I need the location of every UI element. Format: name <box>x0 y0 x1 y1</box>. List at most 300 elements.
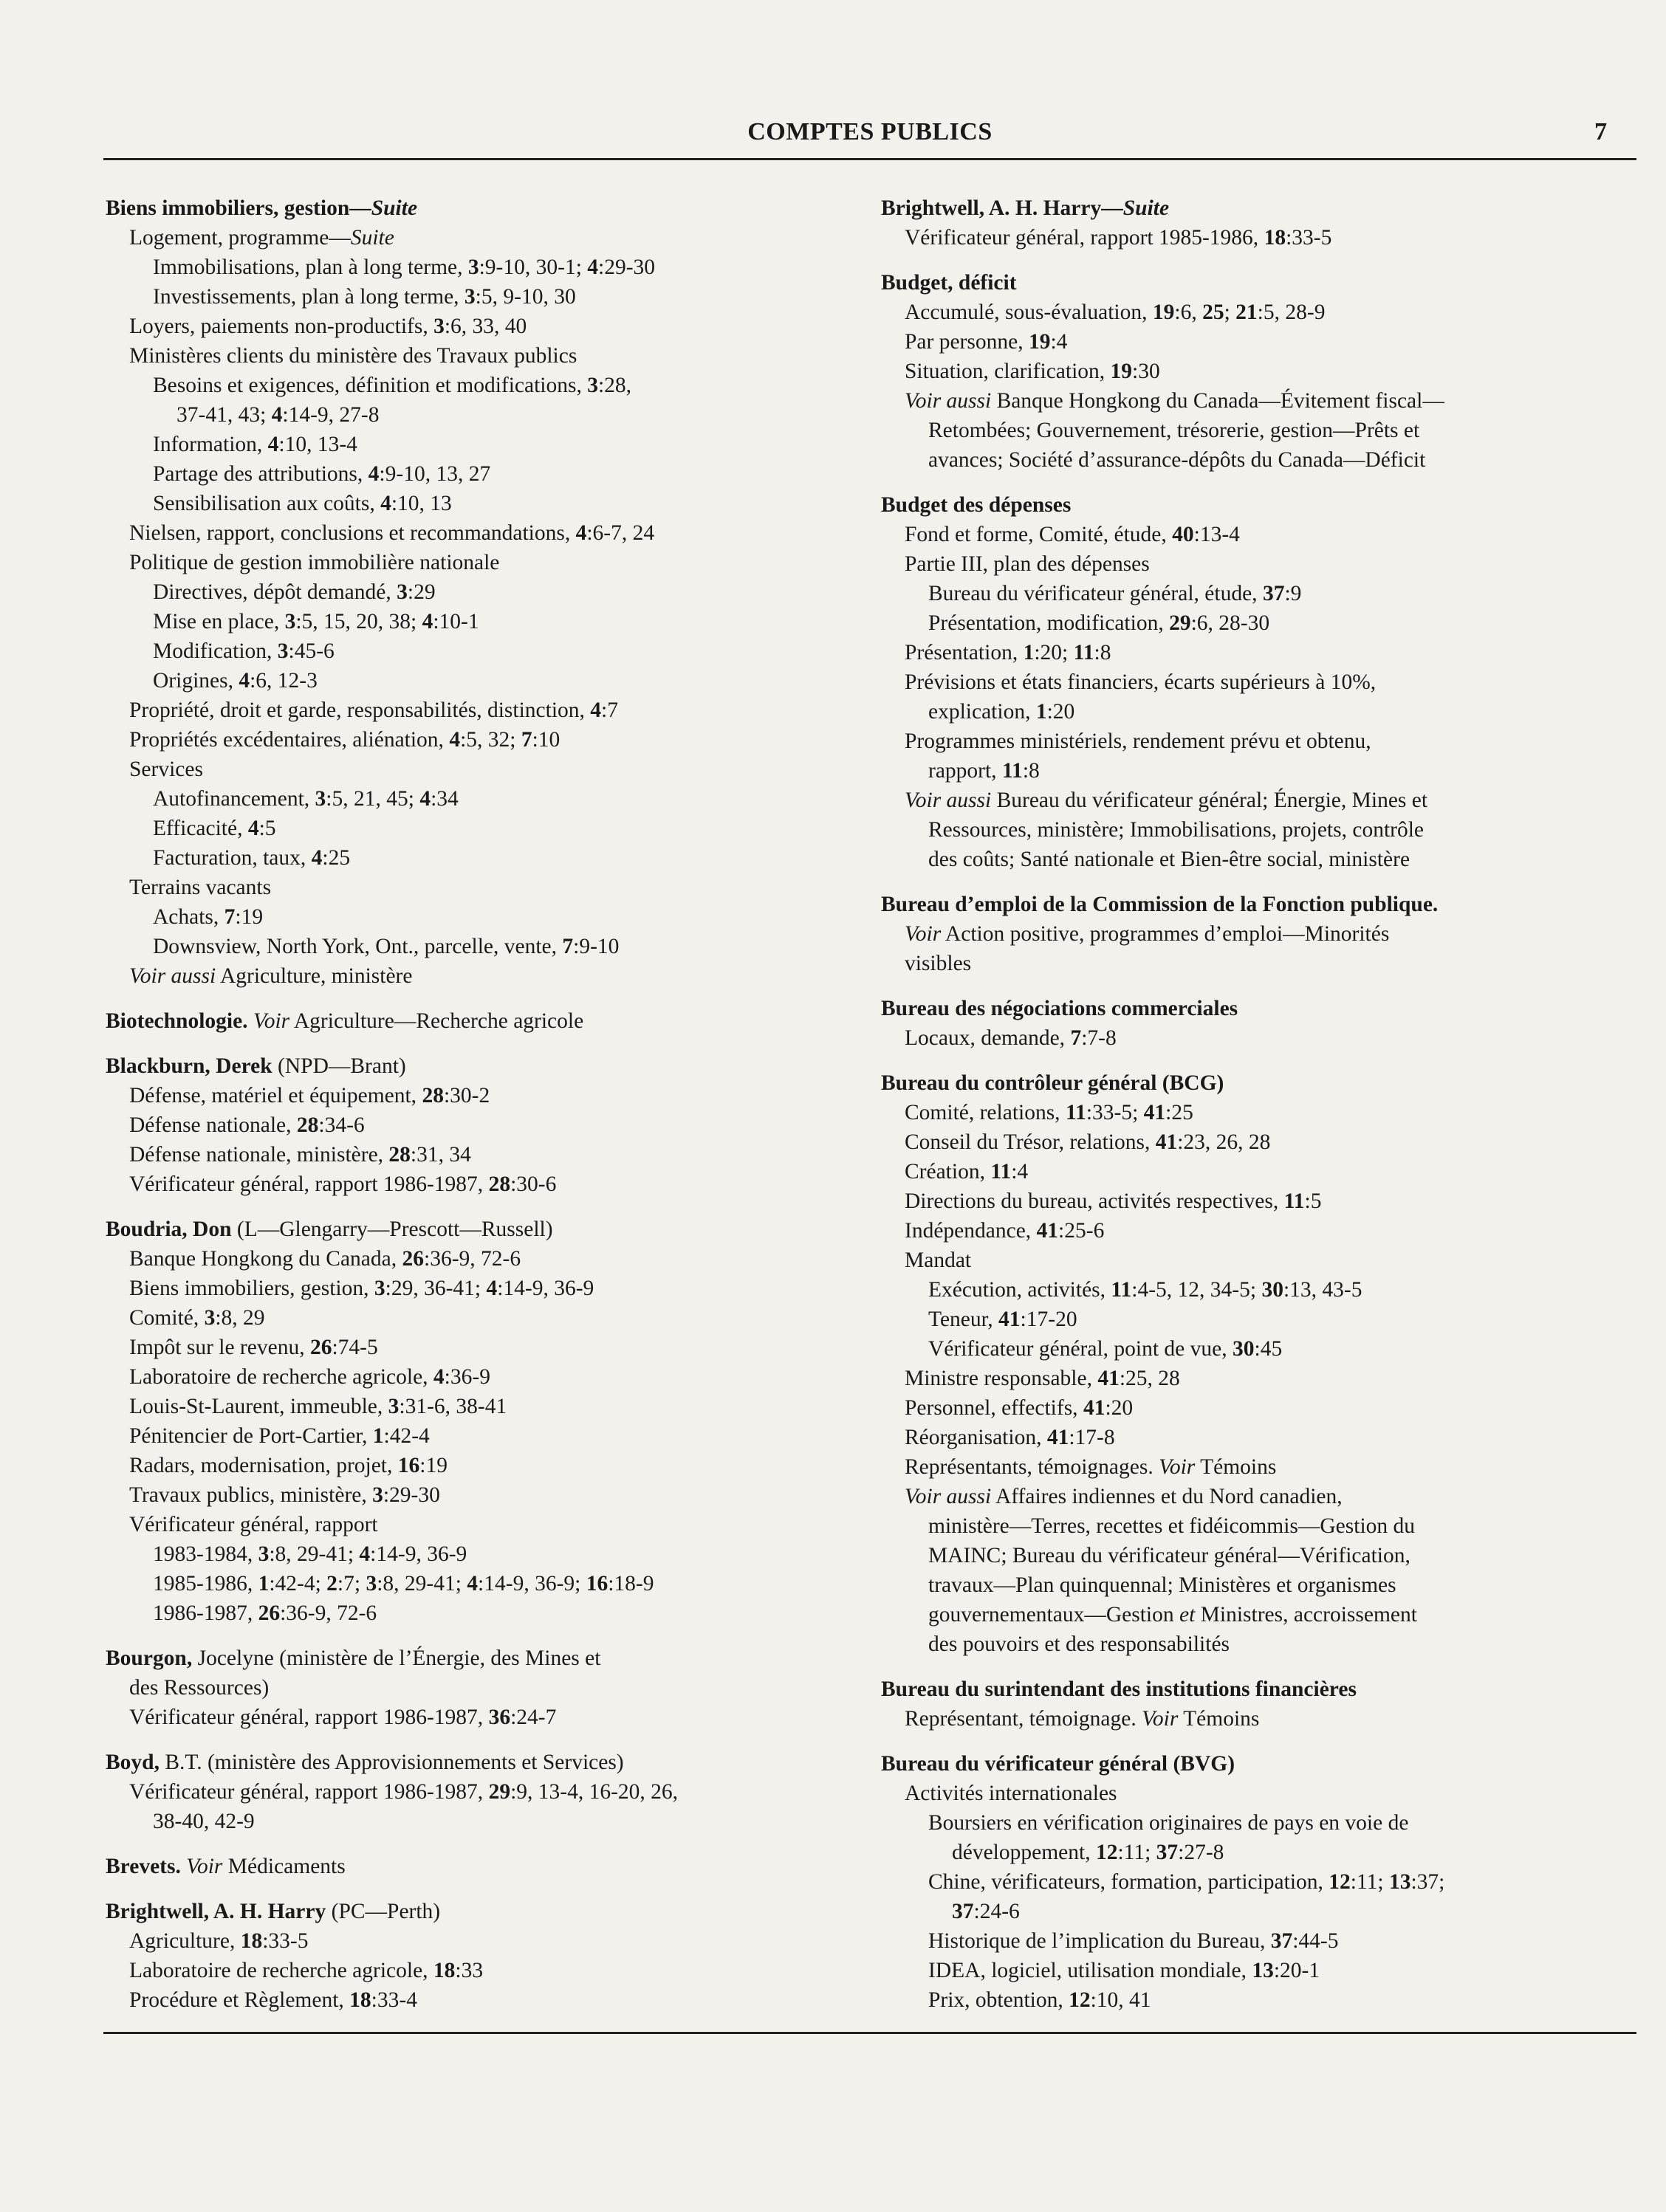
text-run: visibles <box>905 952 972 975</box>
text-run: :42-4 <box>383 1424 430 1448</box>
text-run: Biotechnologie. <box>106 1009 248 1033</box>
text-run: 4 <box>311 846 323 870</box>
index-entry <box>881 268 1634 475</box>
index-subentry-line <box>106 1777 881 1807</box>
text-run: Voir <box>186 1855 223 1878</box>
index-subentry-line <box>106 1274 881 1303</box>
index-heading-line <box>881 268 1634 298</box>
text-run: Prévisions et états financiers, écarts supérieurs à 10%, <box>905 670 1377 694</box>
text-run: Partie III, plan des dépenses <box>905 552 1150 576</box>
index-subentry-line <box>106 755 881 784</box>
index-subentry-line <box>106 1169 881 1199</box>
text-run: Origines, <box>153 669 239 693</box>
text-run: 7 <box>1070 1026 1082 1050</box>
text-run: Défense nationale, <box>129 1113 297 1137</box>
text-run: Vérificateur général, point de vue, <box>928 1337 1233 1361</box>
index-subentry-line <box>881 386 1634 416</box>
index-subentry-line <box>881 1305 1634 1334</box>
text-run: :10, 41 <box>1090 1988 1151 2012</box>
text-run: 28 <box>388 1143 411 1167</box>
text-run: :14-9, 36-9 <box>497 1277 594 1300</box>
text-run: 41 <box>1083 1396 1105 1420</box>
index-subentry-line <box>881 815 1634 845</box>
text-run: Prix, obtention, <box>928 1988 1069 2012</box>
text-run: :9, 13-4, 16-20, 26, <box>510 1780 679 1804</box>
text-run: Voir aussi <box>129 964 216 988</box>
index-subentry-line <box>106 1140 881 1169</box>
text-run: :10-1 <box>433 610 479 633</box>
text-run: 4 <box>590 698 602 722</box>
text-run: 12 <box>1329 1870 1351 1894</box>
index-entry <box>881 193 1634 253</box>
index-subentry-line <box>881 1511 1634 1541</box>
index-subentry-line <box>881 1867 1634 1897</box>
text-run: :5, 32; <box>460 728 521 752</box>
text-run: Modification, <box>153 639 278 663</box>
text-run: des pouvoirs et des responsabilités <box>928 1632 1230 1656</box>
index-subentry-line <box>106 843 881 873</box>
index-subentry-line <box>106 725 881 755</box>
index-subentry-line <box>106 1956 881 1985</box>
index-subentry-line <box>106 459 881 489</box>
text-run: Loyers, paiements non-productifs, <box>129 315 434 338</box>
text-run: 7 <box>224 905 236 929</box>
text-run: Voir <box>1159 1455 1196 1479</box>
text-run: Voir <box>1142 1707 1179 1731</box>
text-run: 41 <box>1143 1101 1166 1124</box>
text-run: :33-4 <box>371 1988 417 2012</box>
text-run: :20-1 <box>1273 1959 1320 1982</box>
text-run: 4 <box>359 1542 371 1566</box>
text-run: :5, 9-10, 30 <box>475 285 576 309</box>
text-run: :24-7 <box>510 1706 557 1729</box>
text-run: :6, 12-3 <box>250 669 318 693</box>
index-entry <box>881 1068 1634 1659</box>
text-run: :8, 29-41; <box>269 1542 360 1566</box>
text-run: :9 <box>1284 582 1302 605</box>
text-run: 3 <box>277 639 289 663</box>
index-subentry-line <box>881 298 1634 327</box>
text-run: 37 <box>1270 1929 1293 1953</box>
page-number: 7 <box>1594 118 1607 145</box>
text-run: 3 <box>388 1395 400 1418</box>
text-run: :7 <box>601 698 618 722</box>
text-run: Besoins et exigences, définition et modifications, <box>153 374 588 397</box>
index-subentry-line <box>106 1110 881 1140</box>
text-run: 3 <box>284 610 296 633</box>
text-run: Voir aussi <box>905 1485 992 1508</box>
text-run: Agriculture, ministère <box>216 964 413 988</box>
text-run: 16 <box>397 1454 420 1477</box>
text-run: :6, <box>1174 300 1203 324</box>
index-heading-line <box>106 1852 881 1881</box>
text-run: :11; <box>1350 1870 1389 1894</box>
text-run: :13-4 <box>1193 523 1240 546</box>
index-subentry-line <box>106 1985 881 2015</box>
text-run: Bureau d’emploi de la Commission de la Fonction publique. <box>881 893 1439 916</box>
index-subentry-line <box>106 784 881 814</box>
text-run: :30-2 <box>443 1084 490 1107</box>
index-entry <box>881 1749 1634 2015</box>
text-run: 26 <box>258 1601 281 1625</box>
text-run: Défense nationale, ministère, <box>129 1143 389 1167</box>
index-subentry-line <box>881 1570 1634 1600</box>
text-run: Banque Hongkong du Canada—Évitement fiscal— <box>991 389 1444 413</box>
index-entry <box>106 1051 881 1199</box>
text-run: 3 <box>397 580 408 604</box>
text-run: Budget des dépenses <box>881 493 1072 517</box>
index-subentry-line <box>881 416 1634 445</box>
index-subentry-line <box>881 756 1634 786</box>
text-run: Achats, <box>153 905 224 929</box>
text-run: :45 <box>1254 1337 1283 1361</box>
text-run: des Ressources) <box>129 1676 270 1700</box>
index-subentry-line <box>106 1333 881 1362</box>
text-run: 1985-1986, <box>153 1572 258 1596</box>
index-subentry-line <box>881 1482 1634 1511</box>
index-subentry-line <box>106 1569 881 1598</box>
index-subentry-line <box>881 1956 1634 1985</box>
text-run: 37 <box>952 1900 974 1923</box>
text-run: Vérificateur général, rapport <box>129 1513 378 1536</box>
text-run: Suite <box>371 196 418 220</box>
text-run: :33-5; <box>1086 1101 1144 1124</box>
text-run: :5, 28-9 <box>1257 300 1326 324</box>
index-heading-line <box>881 1749 1634 1779</box>
index-subentry-line <box>106 1392 881 1421</box>
running-title: COMPTES PUBLICS <box>747 118 993 145</box>
text-run: :20; <box>1034 641 1074 664</box>
text-run: 41 <box>1046 1426 1069 1449</box>
text-run: :6, 28-30 <box>1190 611 1270 635</box>
index-column-right <box>881 193 1634 2030</box>
text-run: :36-9, 72-6 <box>424 1247 521 1271</box>
index-entry <box>106 1215 881 1628</box>
text-run: 19 <box>1110 360 1133 383</box>
index-subentry-line <box>106 1807 881 1836</box>
index-heading-line <box>881 490 1634 520</box>
text-run: 1 <box>1023 641 1035 664</box>
text-run: Services <box>129 758 203 781</box>
index-subentry-line <box>106 1421 881 1451</box>
text-run: Mandat <box>905 1248 972 1272</box>
text-run: explication, <box>928 700 1036 724</box>
index-heading-line <box>106 1215 881 1244</box>
text-run: :8 <box>1022 759 1040 783</box>
index-heading-line <box>106 1006 881 1036</box>
index-subentry-line <box>881 1541 1634 1570</box>
index-heading-line <box>881 1675 1634 1704</box>
text-run: Procédure et Règlement, <box>129 1988 350 2012</box>
text-run: 4 <box>247 817 259 840</box>
text-run: 26 <box>402 1247 424 1271</box>
index-subentry-line <box>881 1127 1634 1157</box>
text-run: Efficacité, <box>153 817 248 840</box>
index-subentry-line <box>106 1362 881 1392</box>
text-run: 3 <box>372 1483 383 1507</box>
text-run: Accumulé, sous-évaluation, <box>905 300 1153 324</box>
index-subentry-line <box>881 1393 1634 1423</box>
text-run: :44-5 <box>1292 1929 1339 1953</box>
text-run: :5, 21, 45; <box>326 787 420 811</box>
text-run: Partage des attributions, <box>153 462 368 486</box>
text-run: Témoins <box>1195 1455 1277 1479</box>
text-run: Défense, matériel et équipement, <box>129 1084 422 1107</box>
text-run: 4 <box>587 255 599 279</box>
text-run: 18 <box>433 1959 456 1982</box>
text-run: Représentants, témoignages. <box>905 1455 1159 1479</box>
text-run: 37 <box>1156 1841 1179 1864</box>
text-run: Bureau du vérificateur général; Énergie, Mines et <box>991 789 1428 812</box>
text-run: :19 <box>419 1454 448 1477</box>
text-run: Réorganisation, <box>905 1426 1047 1449</box>
index-subentry-line <box>881 727 1634 756</box>
index-subentry-line <box>881 579 1634 608</box>
page-header <box>103 118 1636 155</box>
index-subentry-line <box>106 282 881 312</box>
index-heading-line <box>881 1068 1634 1098</box>
index-subentry-line <box>881 1216 1634 1246</box>
text-run: 41 <box>1155 1130 1178 1154</box>
index-entry <box>106 1643 881 1732</box>
index-subentry-line <box>106 814 881 843</box>
text-run: 4 <box>433 1365 445 1389</box>
index-subentry-line <box>881 1186 1634 1216</box>
text-run: Investissements, plan à long terme, <box>153 285 465 309</box>
text-run: 4 <box>449 728 461 752</box>
text-run: 4 <box>486 1277 498 1300</box>
index-subentry-line <box>881 845 1634 874</box>
text-run: B.T. (ministère des Approvisionnements et Services) <box>159 1751 624 1774</box>
text-run: :20 <box>1105 1396 1134 1420</box>
text-run: Boudria, Don <box>106 1217 232 1241</box>
text-run: 4 <box>271 403 283 427</box>
index-subentry-line <box>106 371 881 400</box>
index-subentry-line <box>881 1600 1634 1629</box>
text-run: :29-30 <box>383 1483 440 1507</box>
index-heading-line <box>881 994 1634 1023</box>
text-run: 3 <box>374 1277 385 1300</box>
text-run: Travaux publics, ministère, <box>129 1483 373 1507</box>
text-run: Vérificateur général, rapport 1986-1987, <box>129 1172 489 1196</box>
text-run: Sensibilisation aux coûts, <box>153 492 381 515</box>
index-entry <box>106 1748 881 1836</box>
text-run: Budget, déficit <box>881 271 1017 295</box>
index-subentry-line <box>881 667 1634 697</box>
index-subentry-line <box>106 1303 881 1333</box>
text-run: :45-6 <box>288 639 335 663</box>
text-run: Radars, modernisation, projet, <box>129 1454 398 1477</box>
text-run: Immobilisations, plan à long terme, <box>153 255 468 279</box>
text-run: :29-30 <box>598 255 656 279</box>
text-run: :33-5 <box>1286 226 1332 250</box>
index-subentry-line <box>881 1808 1634 1838</box>
text-run: :29 <box>407 580 436 604</box>
index-subentry-line <box>106 1926 881 1956</box>
text-run: gouvernementaux—Gestion <box>928 1603 1179 1627</box>
text-run: :17-8 <box>1069 1426 1115 1449</box>
text-run: :5 <box>1304 1189 1322 1213</box>
index-subentry-line <box>106 1539 881 1569</box>
text-run: Personnel, effectifs, <box>905 1396 1083 1420</box>
index-subentry-line <box>881 1779 1634 1808</box>
text-run: Création, <box>905 1160 991 1184</box>
text-run: Affaires indiennes et du Nord canadien, <box>991 1485 1343 1508</box>
text-run: Bureau des négociations commerciales <box>881 997 1238 1020</box>
text-run: Médicaments <box>222 1855 346 1878</box>
index-subentry-line <box>106 223 881 253</box>
text-run: Comité, <box>129 1306 205 1330</box>
text-run: Propriété, droit et garde, responsabilités, distinction, <box>129 698 591 722</box>
text-run: 11 <box>1111 1278 1132 1302</box>
text-run: 4 <box>467 1572 479 1596</box>
index-subentry-line <box>106 489 881 518</box>
text-run: :7-8 <box>1081 1026 1117 1050</box>
index-subentry-line <box>106 341 881 371</box>
index-subentry-line <box>881 1452 1634 1482</box>
text-run: 29 <box>488 1780 511 1804</box>
text-run: et <box>1179 1603 1196 1627</box>
text-run: :33-5 <box>262 1929 309 1953</box>
text-run: Information, <box>153 433 268 456</box>
text-run: :23, 26, 28 <box>1177 1130 1271 1154</box>
text-run: :25 <box>322 846 351 870</box>
text-run: :25, 28 <box>1119 1367 1180 1390</box>
text-run: 37 <box>1262 582 1285 605</box>
text-run: Situation, clarification, <box>905 360 1111 383</box>
text-run: 41 <box>998 1308 1021 1331</box>
text-run: 28 <box>296 1113 319 1137</box>
text-run: 29 <box>1169 611 1191 635</box>
text-run: Autofinancement, <box>153 787 315 811</box>
text-run: Jocelyne (ministère de l’Énergie, des Mines et <box>192 1646 601 1670</box>
index-subentry-line <box>881 608 1634 638</box>
index-subentry-line <box>881 445 1634 475</box>
text-run: :18-9 <box>608 1572 654 1596</box>
text-run: :4 <box>1011 1160 1029 1184</box>
text-run: Présentation, <box>905 641 1024 664</box>
text-run: :14-9, 36-9 <box>370 1542 467 1566</box>
text-run: IDEA, logiciel, utilisation mondiale, <box>928 1959 1252 1982</box>
index-heading-line <box>881 193 1634 223</box>
text-run: 4 <box>239 669 250 693</box>
text-run: 2 <box>326 1572 337 1596</box>
text-run: :31, 34 <box>410 1143 471 1167</box>
index-heading-line <box>106 1748 881 1777</box>
index-subentry-line <box>106 548 881 577</box>
text-run: 28 <box>422 1084 444 1107</box>
text-run: 3 <box>467 255 479 279</box>
text-run: Agriculture—Recherche agricole <box>289 1009 584 1033</box>
index-subentry-line <box>881 697 1634 727</box>
text-run: Propriétés excédentaires, aliénation, <box>129 728 450 752</box>
text-run: Vérificateur général, rapport 1986-1987, <box>129 1780 489 1804</box>
text-run: 4 <box>368 462 380 486</box>
index-heading-line <box>881 890 1634 919</box>
text-run: :5 <box>258 817 276 840</box>
text-run: Exécution, activités, <box>928 1278 1111 1302</box>
index-entry <box>106 193 881 991</box>
text-run: Indépendance, <box>905 1219 1037 1243</box>
text-run: Ministre responsable, <box>905 1367 1098 1390</box>
index-entry <box>881 1675 1634 1734</box>
index-subentry-line <box>881 1157 1634 1186</box>
index-subentry-line <box>881 919 1634 949</box>
index-subentry-line <box>881 1023 1634 1053</box>
text-run: Laboratoire de recherche agricole, <box>129 1365 433 1389</box>
text-run: 11 <box>1065 1101 1086 1124</box>
text-run: 4 <box>380 492 391 515</box>
text-run: :4 <box>1050 330 1068 354</box>
text-run: :4-5, 12, 34-5; <box>1131 1278 1262 1302</box>
index-subentry-line <box>881 1246 1634 1275</box>
text-run: 18 <box>240 1929 263 1953</box>
text-run: développement, <box>952 1841 1096 1864</box>
index-heading-line <box>106 1051 881 1081</box>
index-subentry-line <box>106 1673 881 1703</box>
text-run: rapport, <box>928 759 1002 783</box>
text-run: Ministres, accroissement <box>1195 1603 1417 1627</box>
index-column-left <box>106 193 881 2030</box>
text-run: 4 <box>419 787 431 811</box>
text-run: 1 <box>258 1572 270 1596</box>
text-run: Facturation, taux, <box>153 846 312 870</box>
text-run: Logement, programme— <box>129 226 351 250</box>
text-run: :11; <box>1117 1841 1156 1864</box>
text-run: Bureau du contrôleur général (BCG) <box>881 1071 1224 1095</box>
text-run: Mise en place, <box>153 610 285 633</box>
text-run: Boyd, <box>106 1751 160 1774</box>
index-subentry-line <box>106 400 881 430</box>
text-run: Brightwell, A. H. Harry <box>106 1900 326 1923</box>
text-run: 11 <box>1283 1189 1305 1213</box>
text-run: 3 <box>587 374 598 397</box>
text-run: Suite <box>1122 196 1170 220</box>
text-run: Biens immobiliers, gestion— <box>106 196 371 220</box>
text-run: :10, 13 <box>391 492 452 515</box>
text-run: (L—Glengarry—Prescott—Russell) <box>231 1217 553 1241</box>
text-run: 12 <box>1095 1841 1118 1864</box>
text-run: Retombées; Gouvernement, trésorerie, gestion—Prêts et <box>928 419 1420 442</box>
index-subentry-line <box>881 223 1634 253</box>
index-subentry-line <box>106 873 881 902</box>
text-run: :34-6 <box>318 1113 365 1137</box>
text-run: :25 <box>1165 1101 1193 1124</box>
text-run: Bureau du vérificateur général (BVG) <box>881 1752 1235 1776</box>
text-run: 25 <box>1202 300 1224 324</box>
text-run: 3 <box>464 285 476 309</box>
index-subentry-line <box>881 1275 1634 1305</box>
text-run: Politique de gestion immobilière nationale <box>129 551 500 574</box>
text-run: :29, 36-41; <box>385 1277 487 1300</box>
text-run: :74-5 <box>332 1336 378 1359</box>
text-run: :8 <box>1094 641 1111 664</box>
text-run: :30-6 <box>510 1172 557 1196</box>
text-run: :9-10, 30-1; <box>479 255 588 279</box>
text-run: :19 <box>235 905 264 929</box>
text-run: :20 <box>1046 700 1075 724</box>
text-run: Nielsen, rapport, conclusions et recommandations, <box>129 521 576 545</box>
index-subentry-line <box>881 1629 1634 1659</box>
text-run: Banque Hongkong du Canada, <box>129 1247 402 1271</box>
text-run: :6-7, 24 <box>586 521 655 545</box>
index-subentry-line <box>106 961 881 991</box>
text-run: :17-20 <box>1020 1308 1077 1331</box>
index-subentry-line <box>881 1423 1634 1452</box>
text-run: Historique de l’implication du Bureau, <box>928 1929 1271 1953</box>
footer-rule <box>103 2032 1636 2034</box>
text-run: 1986-1987, <box>153 1601 258 1625</box>
